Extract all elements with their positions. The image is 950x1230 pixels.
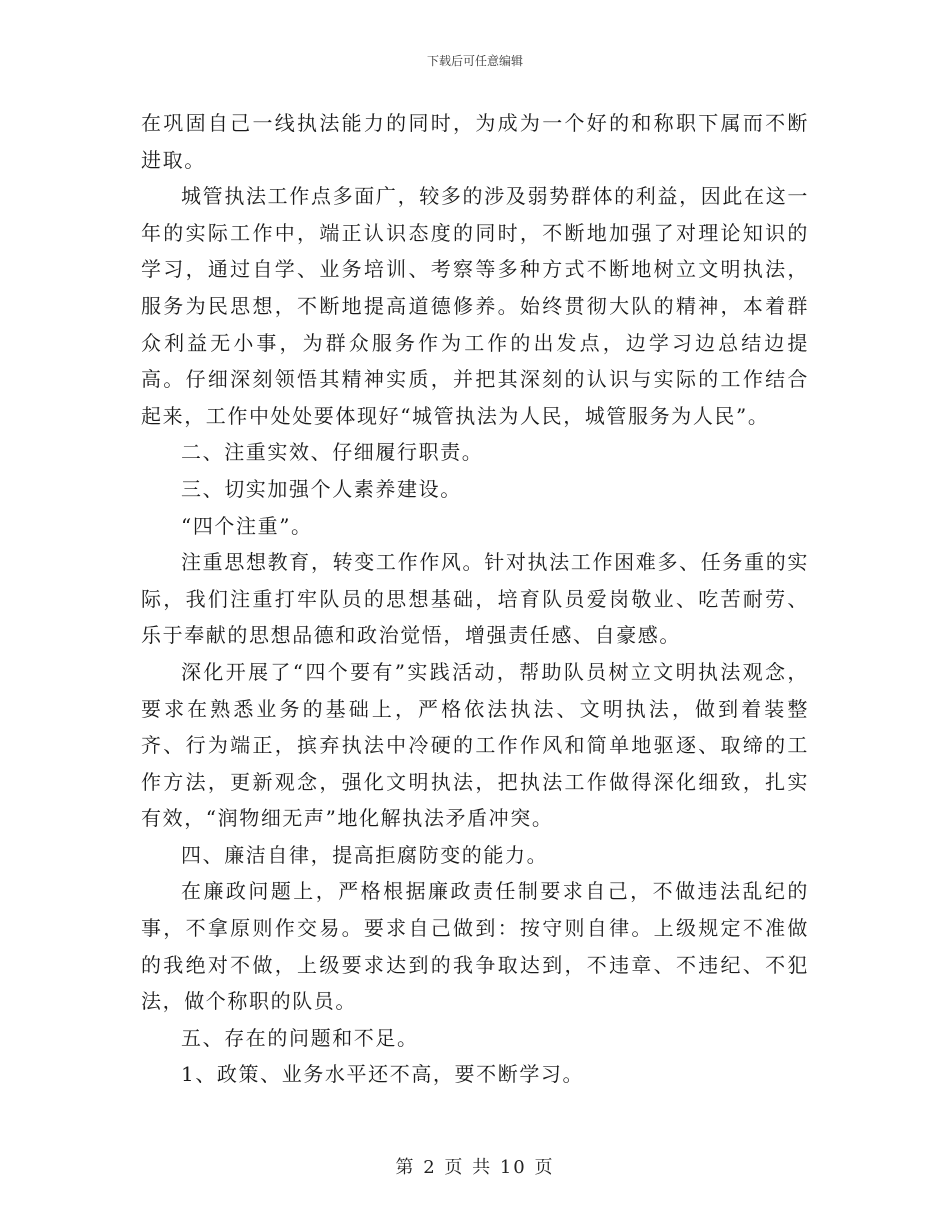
page-header: 下载后可任意编辑 xyxy=(426,54,523,68)
paragraph: 二、注重实效、仔细履行职责。 xyxy=(181,440,484,465)
paragraph: 在廉政问题上，严格根据廉政责任制要求自己，不做违法乱纪的事，不拿原则作交易。要求自己做到：按守则自律。上级规定不准做的我绝对不做，上级要求达到的我争取达到，不违章、不违纪、不犯法，做个称职的队员。 xyxy=(141,879,809,1014)
page-footer: 第 2 页 共 10 页 xyxy=(395,1157,555,1178)
paragraph: 城管执法工作点多面广，较多的涉及弱势群体的利益，因此在这一年的实际工作中，端正认识态度的同时，不断地加强了对理论知识的学习，通过自学、业务培训、考察等多种方式不断地树立文明执法，服务为民思想，不断地提高道德修养。始终贯彻大队的精神，本着群众利益无小事，为群众服务作为工作的出发点，边学习边总结边提高。仔细深刻领悟其精神实质，并把其深刻的认识与实际的工作结合起来，工作中处处要体现好“城管执法为人民，城管服务为人民”。 xyxy=(141,184,809,428)
paragraph: 在巩固自己一线执法能力的同时，为成为一个好的和称职下属而不断进取。 xyxy=(141,111,809,172)
paragraph: 三、切实加强个人素养建设。 xyxy=(181,476,462,501)
paragraph: 深化开展了“四个要有”实践活动，帮助队员树立文明执法观念，要求在熟悉业务的基础上，严格依法执法、文明执法，做到着装整齐、行为端正，摈弃执法中冷硬的工作作风和简单地驱逐、取缔的工作方法，更新观念，强化文明执法，把执法工作做得深化细致，扎实有效，“润物细无声”地化解执法矛盾冲突。 xyxy=(141,659,809,831)
paragraph: “四个注重”。 xyxy=(181,513,313,538)
paragraph: 四、廉洁自律，提高拒腐防变的能力。 xyxy=(181,842,549,867)
paragraph: 1、政策、业务水平还不高，要不断学习。 xyxy=(181,1062,585,1087)
paragraph: 注重思想教育，转变工作作风。针对执法工作困难多、任务重的实际，我们注重打牢队员的思想基础，培育队员爱岗敬业、吃苦耐劳、乐于奉献的思想品德和政治觉悟，增强责任感、自豪感。 xyxy=(141,550,809,648)
paragraph: 五、存在的问题和不足。 xyxy=(181,1025,419,1050)
document-body xyxy=(141,105,809,1093)
